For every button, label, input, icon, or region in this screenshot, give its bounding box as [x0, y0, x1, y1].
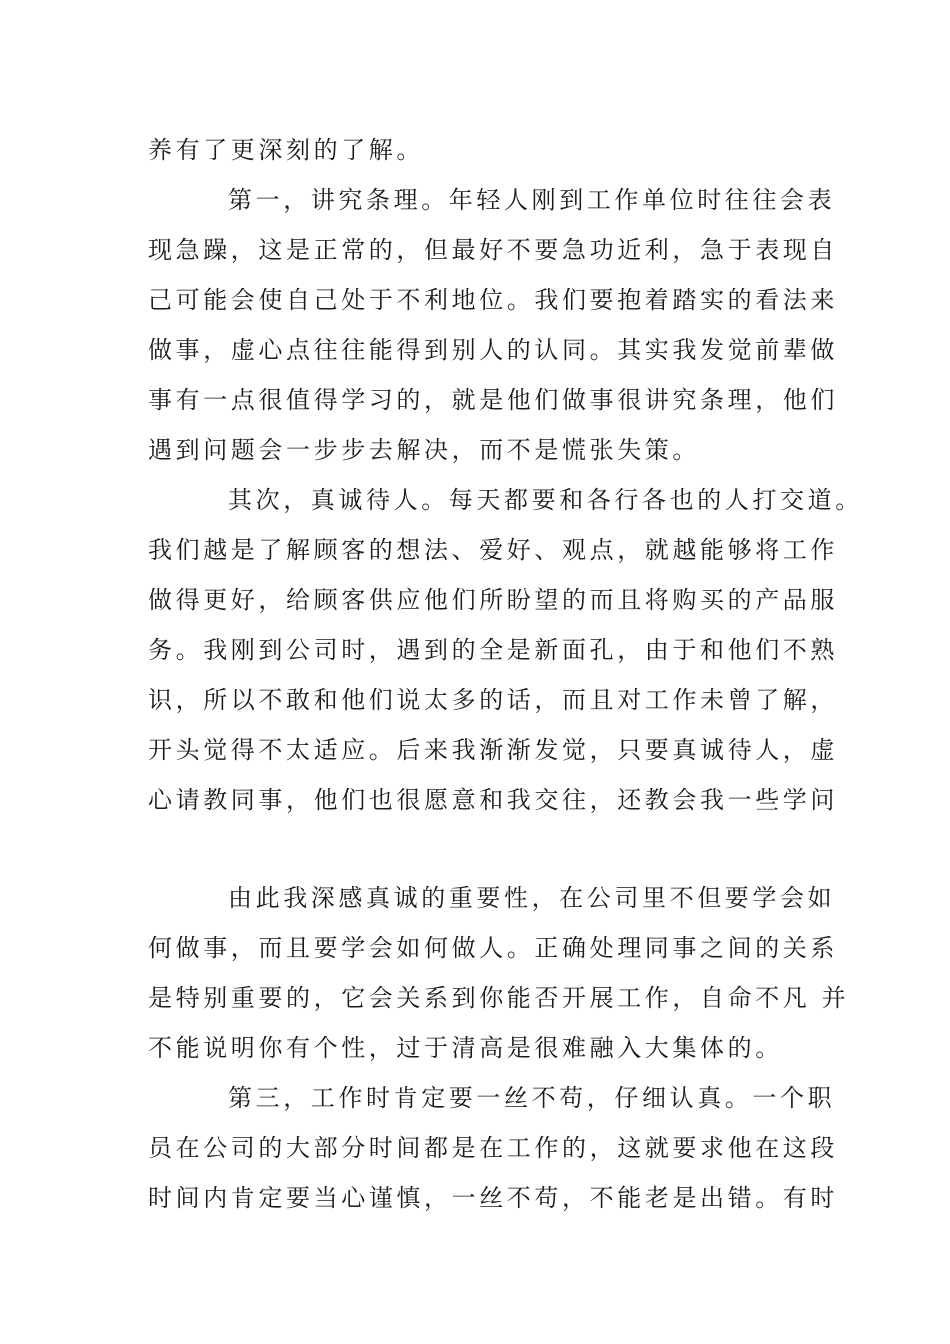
text-line: 员在公司的大部分时间都是在工作的，这就要求他在这段	[148, 1134, 838, 1162]
paragraph-first-line: 第三，工作时肯定要一丝不苟，仔细认真。一个职	[228, 1084, 836, 1112]
paragraph-first-line: 第一，讲究条理。年轻人刚到工作单位时往往会表	[228, 186, 836, 214]
text-line: 不能说明你有个性，过于清高是很难融入大集体的。	[148, 1034, 783, 1062]
paragraph-first-line: 其次，真诚待人。每天都要和各行各也的人打交道。	[228, 486, 863, 514]
text-line: 识，所以不敢和他们说太多的话，而且对工作未曾了解，	[148, 686, 838, 714]
text-line: 何做事，而且要学会如何做人。正确处理同事之间的关系	[148, 934, 838, 962]
text-line: 现急躁，这是正常的，但最好不要急功近利，急于表现自	[148, 236, 838, 264]
text-line: 务。我刚到公司时，遇到的全是新面孔，由于和他们不熟	[148, 636, 838, 664]
text-line: 时间内肯定要当心谨慎，一丝不苟，不能老是出错。有时	[148, 1184, 838, 1212]
text-line: 我们越是了解顾客的想法、爱好、观点，就越能够将工作	[148, 536, 838, 564]
text-line: 事有一点很值得学习的，就是他们做事很讲究条理，他们	[148, 386, 838, 414]
text-line: 开头觉得不太适应。后来我渐渐发觉，只要真诚待人，虚	[148, 736, 838, 764]
text-line: 遇到问题会一步步去解决，而不是慌张失策。	[148, 436, 700, 464]
text-line: 心请教同事，他们也很愿意和我交往，还教会我一些学问	[148, 786, 838, 814]
text-line: 做事，虚心点往往能得到别人的认同。其实我发觉前辈做	[148, 336, 838, 364]
paragraph-first-line: 由此我深感真诚的重要性，在公司里不但要学会如	[228, 884, 836, 912]
text-line: 养有了更深刻的了解。	[148, 136, 424, 164]
text-line: 是特别重要的，它会关系到你能否开展工作，自命不凡 并	[148, 984, 850, 1012]
text-line: 做得更好，给顾客供应他们所盼望的而且将购买的产品服	[148, 586, 838, 614]
text-line: 己可能会使自己处于不利地位。我们要抱着踏实的看法来	[148, 286, 838, 314]
